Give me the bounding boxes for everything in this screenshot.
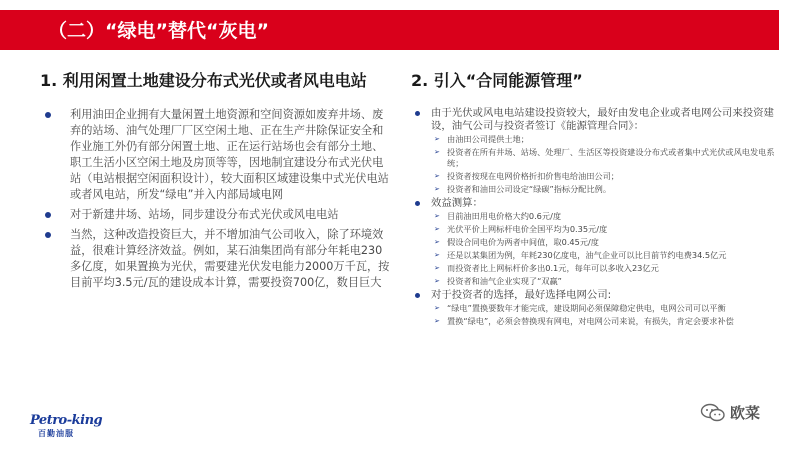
header-bar <box>0 10 779 50</box>
company-logo <box>30 413 110 439</box>
left-column <box>40 68 392 295</box>
right-bullet-text: 效益测算： <box>431 197 483 209</box>
sub-item: ➢ 投资者和油田公司设定“绿碳”指标分配比例。 <box>431 184 783 195</box>
right-bullet-list <box>411 107 783 327</box>
sub-item: ➢ “绿电”置换要数年才能完成，建设期间必须保障稳定供电，电网公司可以平衡 <box>431 303 783 314</box>
left-heading: 1. 利用闲置土地建设分布式光伏或者风电电站 <box>40 71 367 90</box>
slide-title: （二）“绿电”替代“灰电” <box>48 20 269 42</box>
left-bullet: 当然，这种改造投资巨大，并不增加油气公司收入，除了环境效益，很难计算经济效益。例如，某石油集团尚有部分年耗电230多亿度，如果置换为光伏，需要建光伏发电能力2000万千瓦，按目前平均3.5元/瓦的建设成本计算，需要投资700亿，数目巨大 <box>40 227 392 291</box>
sub-item: ➢ 投资者按现在电网价格折扣价售电给油田公司； <box>431 171 783 182</box>
sub-item: ➢ 置换“绿电”，必须会替换现有网电，对电网公司来说，有损失，肯定会要求补偿 <box>431 316 783 327</box>
sub-item: ➢ 目前油田用电价格大约0.6元/度 <box>431 211 783 222</box>
right-bullet <box>411 107 783 195</box>
right-column <box>411 68 783 329</box>
logo-wordmark: Petro-king <box>30 413 103 428</box>
left-bullet: 对于新建井场、站场，同步建设分布式光伏或风电电站 <box>40 207 392 223</box>
sub-list <box>431 211 783 287</box>
right-heading: 2. 引入“合同能源管理” <box>411 71 583 90</box>
sub-item: ➢ 投资者和油气企业实现了“双赢” <box>431 276 783 287</box>
logo-subtitle: 百勤油服 <box>38 429 74 438</box>
right-bullet <box>411 197 783 287</box>
left-bullet: 利用油田企业拥有大量闲置土地资源和空间资源如废弃井场、废弃的站场、油气处理厂厂区空闲土地、正在生产井除保证安全和作业施工外仍有部分闲置土地、正在运行站场也会有部分土地、职工生活小区空闲土地及房顶等等，因地制宜建设分布式光伏电站（电站根据空闲面积设计），较大面积区域建设集中式光伏电站或者风电站，所发“绿电”并入内部局域电网 <box>40 107 392 203</box>
sub-list <box>431 303 783 327</box>
wechat-watermark <box>700 402 760 423</box>
sub-list <box>431 134 783 195</box>
right-bullet-text: 由于光伏或风电电站建设投资较大，最好由发电企业或者电网公司来投资建设，油气公司与投资者签订《能源管理合同》： <box>431 107 774 132</box>
sub-item: ➢ 而投资者比上网标杆价多出0.1元，每年可以多收入23亿元 <box>431 263 783 274</box>
sub-item: ➢ 光伏平价上网标杆电价全国平均为0.35元/度 <box>431 224 783 235</box>
right-bullet <box>411 289 783 327</box>
watermark-text: 欧菜 <box>730 404 761 422</box>
wechat-icon <box>700 403 726 423</box>
sub-item: ➢ 还是以某集团为例，年耗230亿度电，油气企业可以比目前节约电费34.5亿元 <box>431 250 783 261</box>
right-bullet-text: 对于投资者的选择，最好选择电网公司: <box>431 289 612 301</box>
sub-item: ➢ 投资者在所有井场、站场、处理厂、生活区等投资建设分布式或者集中式光伏或风电发电系统； <box>431 147 783 169</box>
left-bullet-list <box>40 107 392 291</box>
sub-item: ➢ 假设合同电价为两者中间值，取0.45元/度 <box>431 237 783 248</box>
sub-item: ➢ 由油田公司提供土地； <box>431 134 783 145</box>
